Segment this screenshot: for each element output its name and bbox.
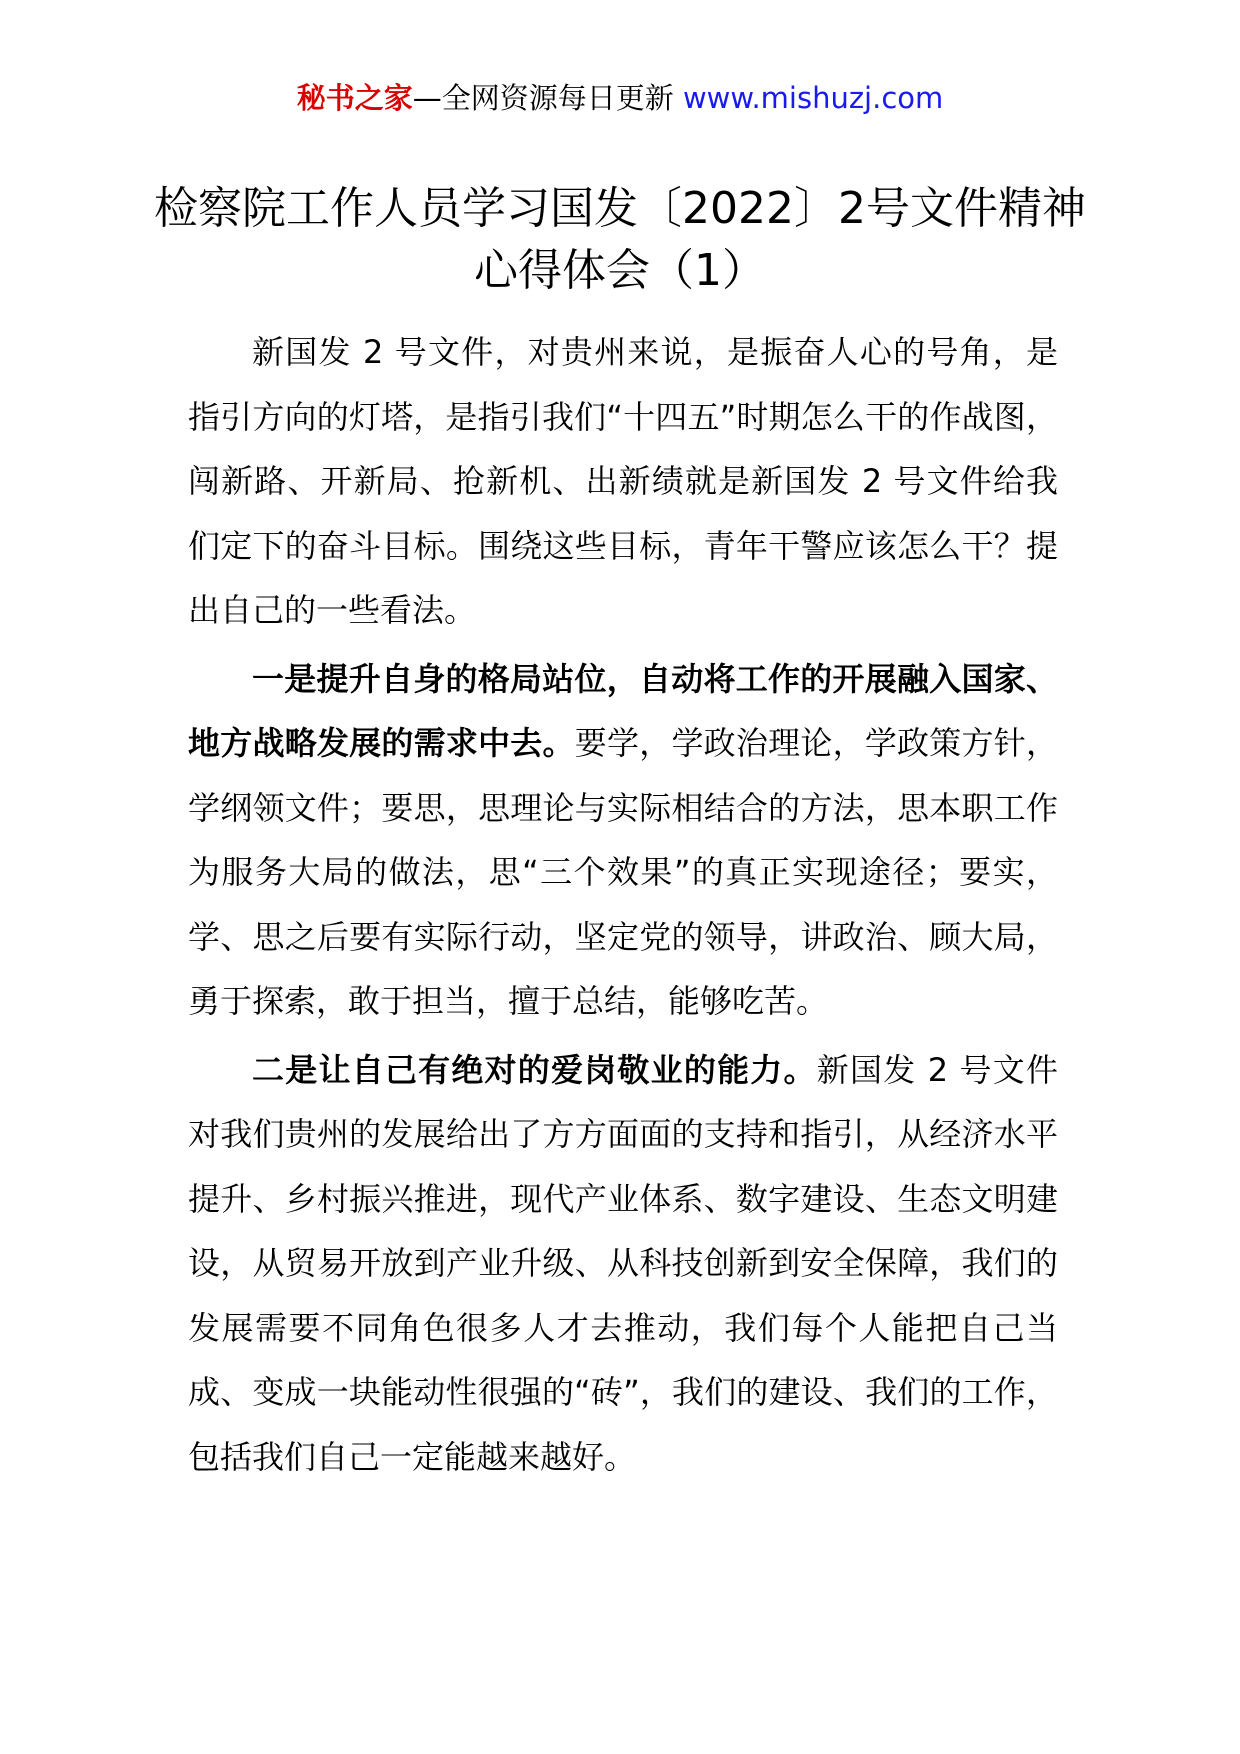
document-body: [188, 320, 1058, 1489]
paragraph-point-one: [188, 647, 1058, 1034]
paragraph-text: 新国发 2 号文件对我们贵州的发展给出了方方面面的支持和指引，从经济水平提升、乡村振兴推进，现代产业体系、数字建设、生态文明建设，从贸易开放到产业升级、从科技创新到安全保障，我们的发展需要不同角色很多人才去推动，我们每个人能把自己当成、变成一块能动性很强的“砖”，我们的建设、我们的工作，包括我们自己一定能越来越好。: [188, 1050, 1058, 1476]
paragraph-point-two: [188, 1038, 1058, 1490]
paragraph-lead: 二是让自己有绝对的爱岗敬业的能力。: [252, 1050, 817, 1089]
paragraph-text: 新国发 2 号文件，对贵州来说，是振奋人心的号角，是指引方向的灯塔，是指引我们“十四五”时期怎么干的作战图，闯新路、开新局、抢新机、出新绩就是新国发 2 号文件给我们定下的奋斗目标。围绕这些目标，青年干警应该怎么干？提出自己的一些看法。: [188, 333, 1058, 629]
paragraph-intro: [188, 320, 1058, 643]
website-link[interactable]: www.mishuzj.com: [682, 81, 944, 115]
paragraph-lead: 一是提升自身的格局站位，自动将工作的开展融入国家、地方战略发展的需求中去。: [188, 659, 1058, 762]
site-header: [0, 78, 1240, 118]
brand-name: 秘书之家: [296, 81, 413, 115]
document-title: 检察院工作人员学习国发〔2022〕2号文件精神心得体会（1）: [154, 183, 1086, 296]
header-slogan: —全网资源每日更新: [412, 81, 674, 115]
paragraph-text: 要学，学政治理论，学政策方针，学纲领文件；要思，思理论与实际相结合的方法，思本职工作为服务大局的做法，思“三个效果”的真正实现途径；要实，学、思之后要有实际行动，坚定党的领导，讲政治、顾大局，勇于探索，敢于担当，擅于总结，能够吃苦。: [188, 724, 1058, 1020]
